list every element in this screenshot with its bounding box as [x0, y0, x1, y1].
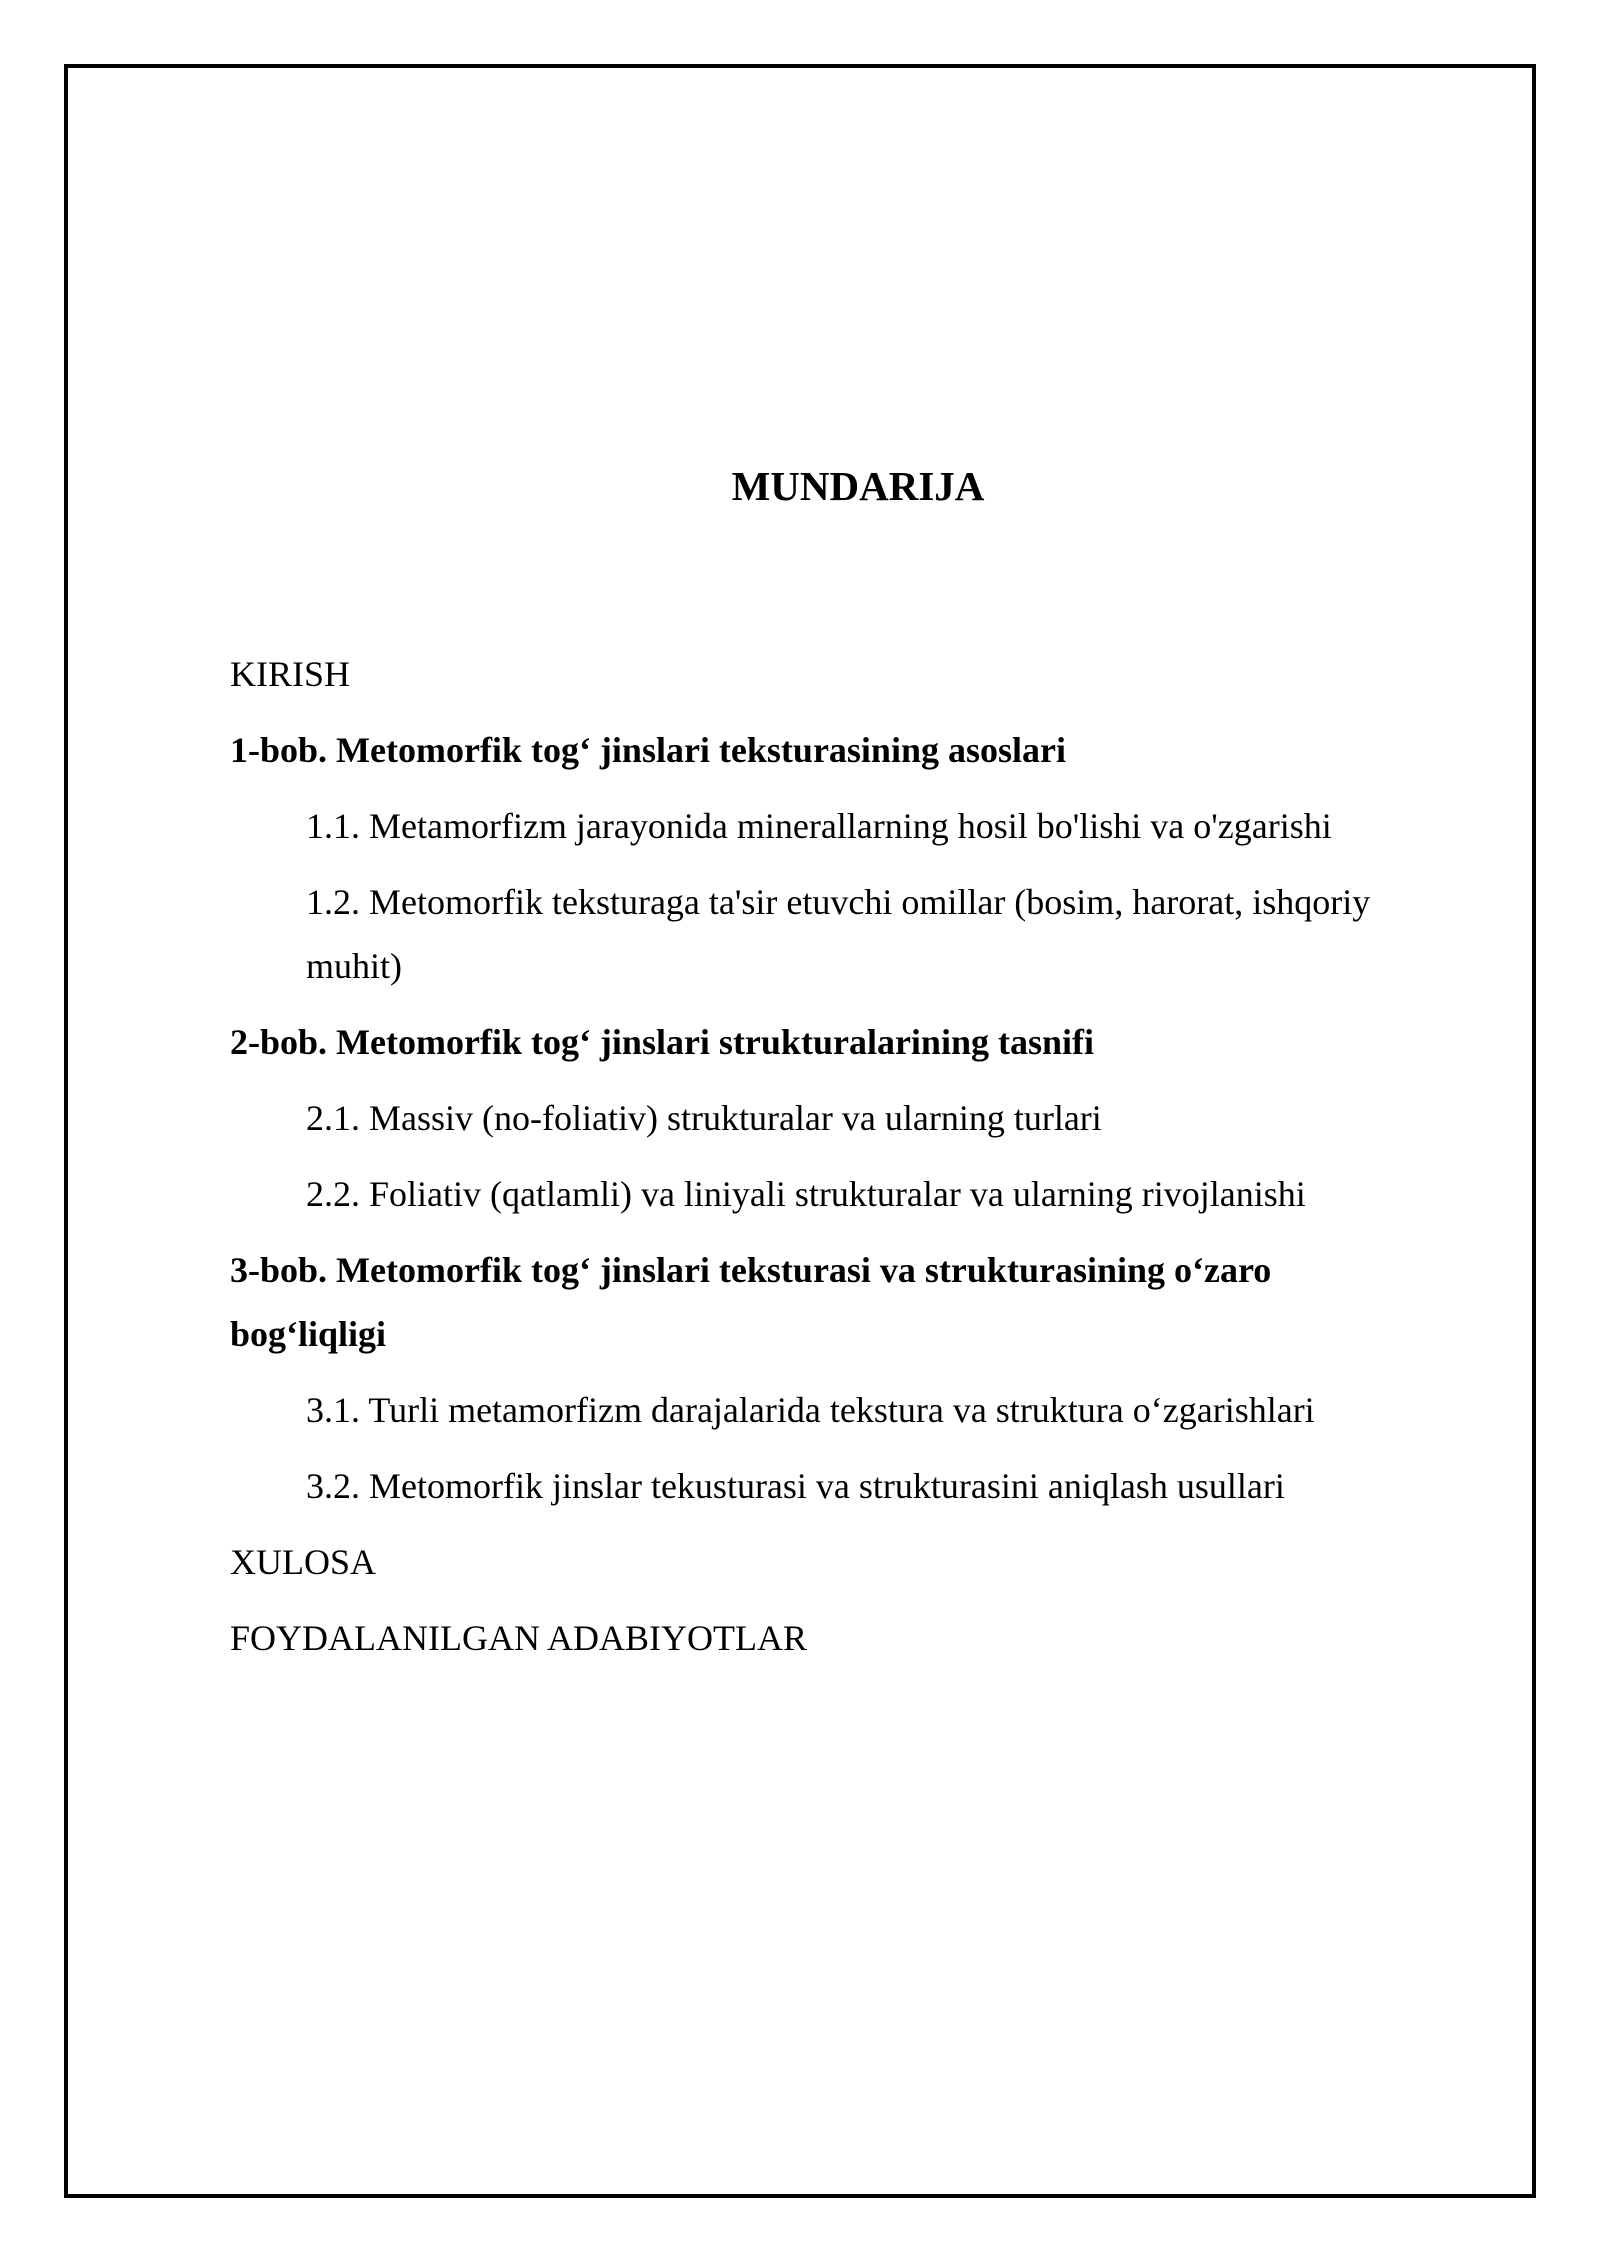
- toc-section-2-1: 2.1. Massiv (no-foliativ) strukturalar va ularning turlari: [306, 1098, 1102, 1138]
- toc-entry-introduction: KIRISH: [230, 654, 351, 694]
- toc-entry-references: FOYDALANILGAN ADABIYOTLAR: [230, 1618, 807, 1658]
- toc-chapter-2: 2-bob. Metomorfik tog‘ jinslari strukturalarining tasnifi: [230, 1022, 1094, 1062]
- table-of-contents: [230, 642, 1430, 1682]
- toc-entry-conclusion: XULOSA: [230, 1542, 377, 1582]
- toc-chapter-3: 3-bob. Metomorfik tog‘ jinslari teksturasi va strukturasining o‘zaro bog‘liqligi: [230, 1250, 1272, 1354]
- toc-section-3-2: 3.2. Metomorfik jinslar tekusturasi va strukturasini aniqlash usullari: [306, 1466, 1285, 1506]
- toc-section-2-2: 2.2. Foliativ (qatlamli) va liniyali strukturalar va ularning rivojlanishi: [306, 1174, 1306, 1214]
- toc-section-1-2: 1.2. Metomorfik teksturaga ta'sir etuvchi omillar (bosim, harorat, ishqoriy muhit): [306, 882, 1371, 986]
- page-title: MUNDARIJA: [731, 463, 985, 509]
- toc-section-1-1: 1.1. Metamorfizm jarayonida minerallarning hosil bo'lishi va o'zgarishi: [306, 806, 1332, 846]
- toc-section-3-1: 3.1. Turli metamorfizm darajalarida tekstura va struktura o‘zgarishlari: [306, 1390, 1315, 1430]
- toc-chapter-1: 1-bob. Metomorfik tog‘ jinslari teksturasining asoslari: [230, 730, 1066, 770]
